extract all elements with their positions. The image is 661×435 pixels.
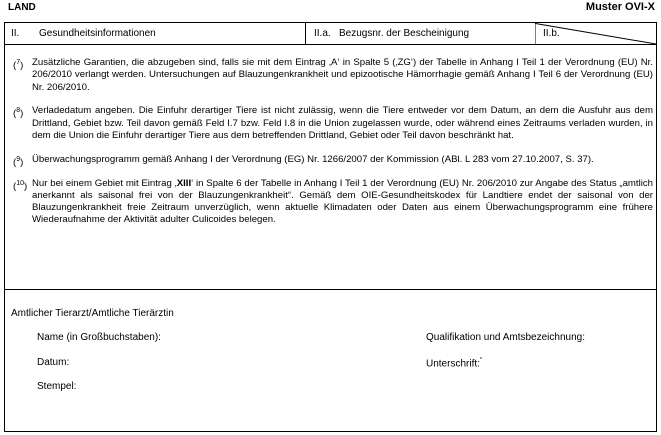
footnote-marker: ($^8$): [13, 107, 24, 120]
header-col2-number: II.a.: [314, 28, 331, 39]
name-label: Name (in Großbuchstaben):: [37, 332, 161, 343]
header-reference: [306, 23, 535, 44]
footnote-8: [13, 105, 653, 142]
footnote-10: [13, 178, 653, 227]
signature-title: Amtlicher Tierarzt/Amtliche Tierärztin: [11, 308, 174, 319]
footnotes: [13, 57, 653, 238]
header-row: [5, 23, 656, 45]
header-col1-number: II.: [11, 28, 20, 39]
header-col3: [535, 23, 656, 44]
footnote-marker: ($^{10}$): [13, 179, 28, 192]
footnote-marker: ($^7$): [13, 59, 24, 72]
header-col1-label: Gesundheitsinformationen: [39, 28, 156, 39]
date-label: Datum:: [37, 357, 70, 368]
header-col3-number: II.b.: [543, 28, 560, 39]
certificate-frame: [4, 22, 657, 432]
footnote-text: Verladedatum angeben. Die Einfuhr derartiger Tiere ist nicht zulässig, wenn die Tiere entweder vor dem Datum, an dem die Ausfuhr aus dem Drittland, Gebiet bzw. Teil davon gemäß Feld I.7 bzw. Feld I.8 in die Union zugelassen wurde, oder während eines Zeitraums verladen wurden, in dem die Union die Einfuhr derartiger Tiere aus dem betreffenden Drittland, Gebiet oder Teil davon beschränkt hat.: [32, 105, 653, 141]
footnote-marker: ($^9$): [13, 155, 24, 168]
qualification-label: Qualifikation und Amtsbezeichnung:: [426, 332, 585, 343]
footnote-text: Nur bei einem Gebiet mit Eintrag ‚XIII‘ in Spalte 6 der Tabelle in Anhang I Teil 1 der Verordnung (EU) Nr. 206/2010 zur Angabe des Status „amtlich anerkannt als saisonal frei von der Blauzungenkrankheit“. Gemäß dem OIE-Gesundheitskodex für Landtiere endet der saisonal von der Blauzungenkrankheit freie Zeitraum unverzüglich, wenn aktuelle Klimadaten oder Daten aus einem Überwachungsprogramm eine frühere Wiederaufnahme der Aktivität adulter Culicoides belegen.: [32, 177, 653, 226]
signature-field-label: Unterschrift:“: [426, 357, 483, 370]
footnote-7: [13, 57, 653, 94]
footnote-9: [13, 154, 653, 166]
footnote-text: Zusätzliche Garantien, die abzugeben sind, falls sie mit dem Eintrag ‚A‘ in Spalte 5 (‚ZG‘) der Tabelle in Anhang I Teil 1 der Verordnung (EU) Nr. 206/2010 verlangt werden. Untersuchungen auf Blauzungenkrankheit und epizootische Hämorrhagie gemäß Anhang I Teil 6 der Verordnung (EU) Nr. 206/2010.: [32, 57, 653, 93]
stamp-label: Stempel:: [37, 381, 77, 392]
header-col2-label: Bezugsnr. der Bescheinigung: [339, 28, 470, 39]
signature-separator: [5, 289, 656, 290]
footnote-text: Überwachungsprogramm gemäß Anhang I der Verordnung (EG) Nr. 1266/2007 der Kommission (ABl. L 283 vom 27.10.2007, S. 37).: [32, 153, 594, 165]
land-label: LAND: [8, 2, 36, 13]
model-label: Muster OVI-X: [585, 1, 655, 13]
header-health-info: [5, 23, 306, 44]
